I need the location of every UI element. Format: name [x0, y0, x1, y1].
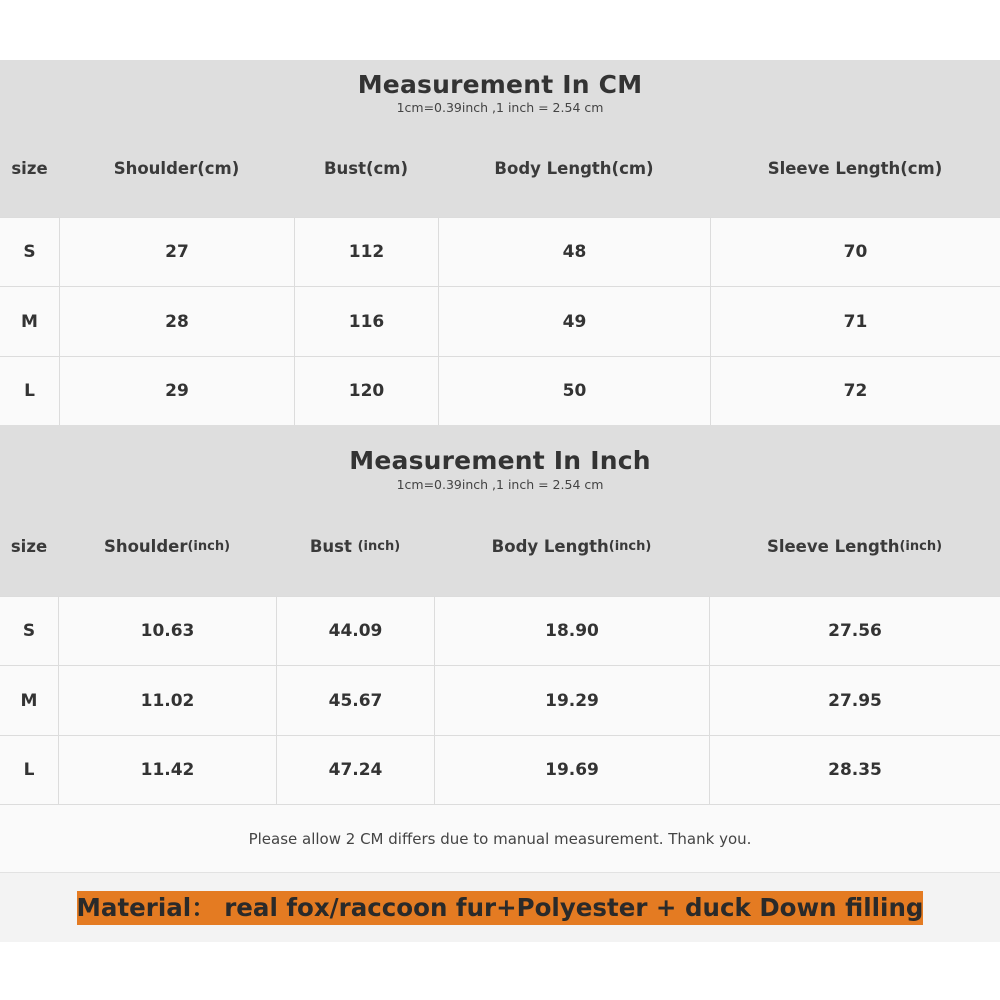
inch-header-bust [276, 497, 434, 596]
cm-header-size: size [11, 159, 48, 178]
inch-header-shoulder-label: Shoulder [103, 537, 188, 556]
inch-cell-sleeve-length: 27.95 [709, 666, 1000, 735]
cm-cell-sleeve-length: 70 [710, 218, 1000, 286]
inch-header-body-length-unit: (inch) [608, 539, 652, 554]
inch-header-body-length-label: Body Length [491, 537, 609, 556]
inch-cell-size: S [22, 621, 36, 641]
cm-cell-bust: 116 [294, 287, 438, 356]
cm-header-bust: Bust(cm) [323, 159, 409, 178]
cm-row-m [0, 286, 1000, 356]
inch-header-body-length [434, 497, 709, 596]
size-chart [0, 60, 1000, 942]
inch-header-shoulder-unit: (inch) [187, 539, 231, 554]
inch-header-shoulder [58, 497, 276, 596]
inch-header-sleeve-length-unit: (inch) [899, 539, 943, 554]
inch-row-l [0, 735, 1000, 804]
inch-cell-size: L [23, 760, 35, 780]
inch-cell-bust: 47.24 [276, 736, 434, 804]
measurement-note: Please allow 2 CM differs due to manual measurement. Thank you. [0, 804, 1000, 872]
inch-cell-sleeve-length: 27.56 [709, 597, 1000, 665]
inch-table-header [0, 425, 1000, 596]
inch-cell-shoulder: 11.02 [58, 666, 276, 735]
inch-cell-size: M [20, 690, 38, 711]
cm-cell-sleeve-length: 71 [710, 287, 1000, 356]
material-text: Material： real fox/raccoon fur+Polyester + duck Down filling [77, 891, 924, 925]
inch-cell-body-length: 19.29 [434, 666, 709, 735]
cm-table-subtitle: 1cm=0.39inch ,1 inch = 2.54 cm [396, 100, 604, 115]
inch-cell-bust: 45.67 [276, 666, 434, 735]
inch-row-m [0, 665, 1000, 735]
inch-cell-shoulder: 11.42 [58, 736, 276, 804]
inch-table-subtitle: 1cm=0.39inch ,1 inch = 2.54 cm [396, 477, 604, 492]
cm-cell-body-length: 50 [438, 357, 710, 425]
cm-cell-bust: 112 [294, 218, 438, 286]
cm-row-s [0, 217, 1000, 286]
cm-row-l [0, 356, 1000, 425]
cm-cell-body-length: 49 [438, 287, 710, 356]
cm-cell-shoulder: 29 [59, 357, 294, 425]
cm-cell-shoulder: 28 [59, 287, 294, 356]
inch-cell-body-length: 18.90 [434, 597, 709, 665]
cm-cell-size: S [23, 242, 36, 262]
cm-cell-shoulder: 27 [59, 218, 294, 286]
cm-header-sleeve-length: Sleeve Length(cm) [767, 159, 943, 178]
cm-table-header [0, 60, 1000, 217]
cm-cell-size: L [24, 381, 35, 401]
inch-table-title: Measurement In Inch [349, 446, 651, 475]
cm-cell-size: M [21, 311, 38, 332]
cm-header-shoulder: Shoulder(cm) [113, 159, 240, 178]
inch-cell-body-length: 19.69 [434, 736, 709, 804]
cm-cell-sleeve-length: 72 [710, 357, 1000, 425]
material-banner [0, 872, 1000, 942]
cm-table-title: Measurement In CM [357, 70, 643, 99]
inch-header-size-label: size [10, 537, 48, 556]
inch-header-size [0, 497, 58, 596]
inch-column-headers [0, 497, 1000, 596]
inch-cell-bust: 44.09 [276, 597, 434, 665]
inch-row-s [0, 596, 1000, 665]
cm-cell-body-length: 48 [438, 218, 710, 286]
inch-cell-shoulder: 10.63 [58, 597, 276, 665]
inch-header-bust-label: Bust [309, 537, 358, 556]
inch-header-bust-unit: (inch) [357, 539, 401, 554]
inch-header-sleeve-length-label: Sleeve Length [766, 537, 900, 556]
cm-column-headers [0, 120, 1000, 217]
cm-header-body-length: Body Length(cm) [494, 159, 654, 178]
cm-cell-bust: 120 [294, 357, 438, 425]
inch-header-sleeve-length [709, 497, 1000, 596]
inch-cell-sleeve-length: 28.35 [709, 736, 1000, 804]
